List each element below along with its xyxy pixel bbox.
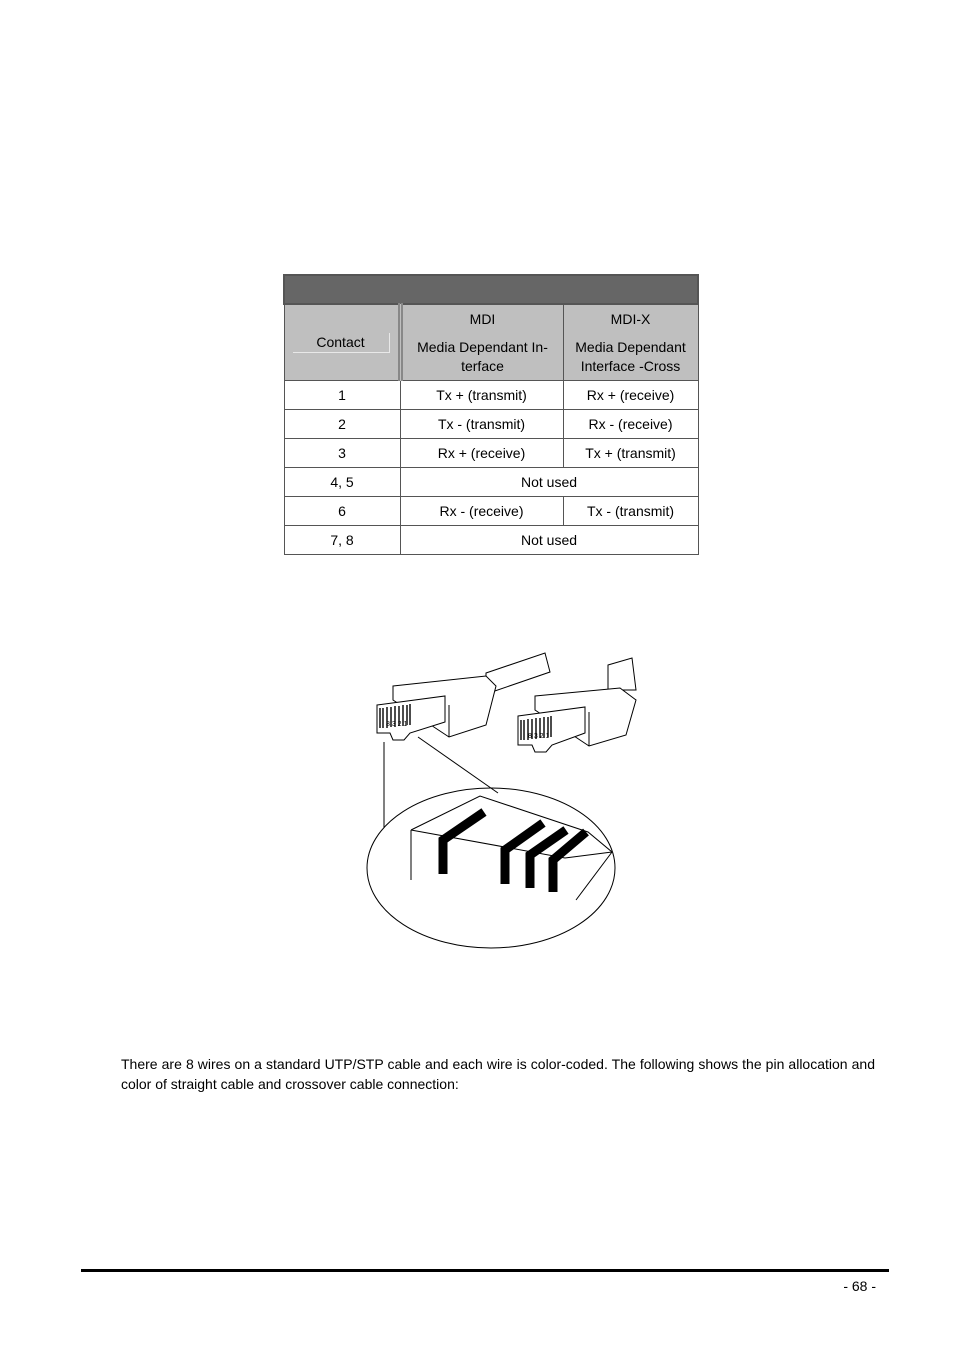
cell-contact: 3 [284, 439, 400, 468]
header-contact-label: Contact [293, 333, 390, 353]
cell-contact: 7, 8 [284, 526, 400, 555]
cell-mdix: Rx - (receive) [563, 410, 698, 439]
table-title-cell [284, 275, 698, 304]
pin-assignment-table [283, 274, 699, 555]
cell-contact: 2 [284, 410, 400, 439]
table-title-bar [284, 275, 698, 304]
cell-mdi: Rx + (receive) [400, 439, 563, 468]
cell-mdi: Tx - (transmit) [400, 410, 563, 439]
table-row [284, 468, 698, 497]
footer-rule [81, 1269, 889, 1272]
rj45-plug-diagram [360, 650, 640, 955]
cell-contact: 4, 5 [284, 468, 400, 497]
right-pin-numbers: 8 3 2 1 [528, 733, 550, 740]
table-row [284, 439, 698, 468]
page-number: - 68 - [843, 1278, 876, 1294]
header-mdix-desc: Media Dependant Interface -Cross [575, 338, 686, 374]
header-mdi [400, 304, 563, 381]
table-header-row [284, 304, 698, 381]
cell-mdix: Tx + (transmit) [563, 439, 698, 468]
cell-mdi: Rx - (receive) [400, 497, 563, 526]
cell-contact: 1 [284, 381, 400, 410]
cell-not-used: Not used [400, 468, 698, 497]
header-mdix [563, 304, 698, 381]
table-row [284, 526, 698, 555]
cell-mdi: Tx + (transmit) [400, 381, 563, 410]
cell-contact: 6 [284, 497, 400, 526]
header-mdix-title: MDI-X [610, 310, 651, 327]
header-mdi-title: MDI [469, 310, 496, 327]
cell-mdix: Tx - (transmit) [563, 497, 698, 526]
table-row [284, 381, 698, 410]
table-row [284, 410, 698, 439]
header-mdi-desc: Media Dependant In-terface [417, 338, 548, 374]
cell-mdix: Rx + (receive) [563, 381, 698, 410]
header-contact [284, 304, 400, 381]
left-pin-numbers: 8 3 2 1 [386, 721, 408, 728]
table-row [284, 497, 698, 526]
body-paragraph: There are 8 wires on a standard UTP/STP cable and each wire is color-coded. The following shows the pin allocation and color of straight cable and crossover cable connection: [121, 1056, 875, 1092]
cell-not-used: Not used [400, 526, 698, 555]
